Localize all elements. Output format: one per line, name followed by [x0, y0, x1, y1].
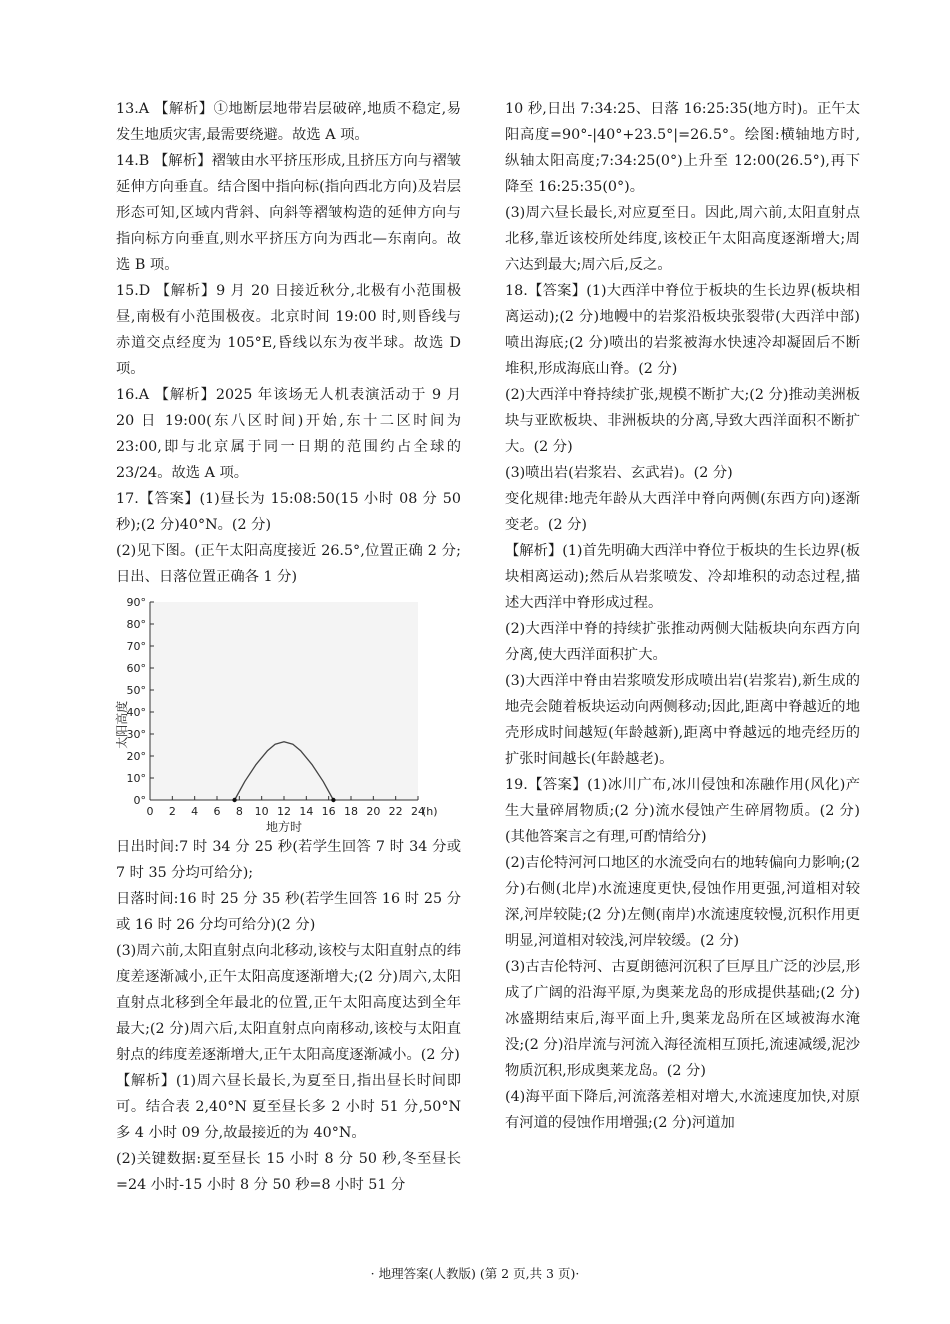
paragraph: 14.B 【解析】褶皱由水平挤压形成,且挤压方向与褶皱延伸方向垂直。结合图中指向标(指向西北方向)及岩层形态可知,区域内背斜、向斜等褶皱构造的延伸方向与指向标方向垂直,则水平挤压方向为西北—东南向。故选 B 项。 — [116, 153, 461, 273]
paragraph: 19.【答案】(1)冰川广布,冰川侵蚀和冻融作用(风化)产生大量碎屑物质;(2 分)流水侵蚀产生碎屑物质。(2 分)(其他答案言之有理,可酌情给分) — [505, 777, 860, 845]
page-footer: · 地理答案(人教版) (第 2 页,共 3 页)· — [370, 1266, 580, 1281]
paragraph: 18.【答案】(1)大西洋中脊位于板块的生长边界(板块相离运动);(2 分)地幔中的岩浆沿板块张裂带(大西洋中部)喷出海底;(2 分)喷出的岩浆被海水快速冷却凝固后不断堆积,形成海底山脊。(2 分) — [505, 283, 860, 377]
y-tick-label: 0° — [133, 794, 146, 807]
paragraph: 【解析】(1)周六昼长最长,为夏至日,指出昼长时间即可。结合表 2,40°N 夏至昼长多 2 小时 51 分,50°N 多 4 小时 09 分,故最接近的为 40°N。 — [116, 1073, 461, 1141]
y-tick-label: 10° — [126, 772, 146, 785]
sunrise-point — [232, 798, 236, 802]
x-tick-label: 8 — [235, 805, 243, 818]
y-tick-label: 20° — [126, 750, 146, 763]
y-tick-label: 50° — [126, 684, 146, 697]
x-tick-label: 20 — [366, 805, 381, 818]
left-paragraphs-bottom — [116, 834, 461, 1198]
paragraph: 变化规律:地壳年龄从大西洋中脊向两侧(东西方向)逐渐变老。(2 分) — [505, 491, 860, 533]
right-column — [505, 96, 860, 1136]
x-tick-label: 14 — [299, 805, 314, 818]
paragraph: (2)见下图。(正午太阳高度接近 26.5°,位置正确 2 分;日出、日落位置正确各 1 分) — [116, 543, 461, 585]
paragraph: 17.【答案】(1)昼长为 15:08:50(15 小时 08 分 50 秒);(2 分)40°N。(2 分) — [116, 491, 461, 533]
x-tick-label: 0 — [146, 805, 154, 818]
sun-altitude-chart — [116, 592, 436, 832]
x-unit-label: (h) — [422, 805, 438, 818]
right-paragraphs — [505, 96, 860, 1136]
x-tick-label: 6 — [213, 805, 221, 818]
paragraph: (4)海平面下降后,河流落差相对增大,水流速度加快,对原有河道的侵蚀作用增强;(2 分)河道加 — [505, 1089, 860, 1131]
x-tick-label: 18 — [344, 805, 358, 818]
paragraph: (3)古吉伦特河、古夏朗德河沉积了巨厚且广泛的沙层,形成了广阔的沿海平原,为奥莱龙岛的形成提供基础;(2 分)冰盛期结束后,海平面上升,奥莱龙岛所在区域被海水淹没;(2 分)沿岸流与河流入海径流相互顶托,流速减缓,泥沙物质沉积,形成奥莱龙岛。(2 分) — [505, 959, 860, 1079]
paragraph: (2)大西洋中脊的持续扩张推动两侧大陆板块向东西方向分离,使大西洋面积扩大。 — [505, 621, 860, 663]
paragraph: 10 秒,日出 7:34:25、日落 16:25:35(地方时)。正午太阳高度=90°-|40°+23.5°|=26.5°。绘图:横轴地方时,纵轴太阳高度;7:34:25(0°)上升至 12:00(26.5°),再下降至 16:25:35(0°)。 — [505, 101, 860, 195]
left-paragraphs-top — [116, 96, 461, 590]
x-tick-label: 12 — [277, 805, 291, 818]
paragraph: 日出时间:7 时 34 分 25 秒(若学生回答 7 时 34 分或 7 时 35 分均可给分); — [116, 839, 461, 881]
paragraph: 【解析】(1)首先明确大西洋中脊位于板块的生长边界(板块相离运动);然后从岩浆喷发、冷却堆积的动态过程,描述大西洋中脊形成过程。 — [505, 543, 860, 611]
x-tick-label: 10 — [254, 805, 269, 818]
paragraph: 日落时间:16 时 25 分 35 秒(若学生回答 16 时 25 分或 16 时 26 分均可给分)(2 分) — [116, 891, 461, 933]
x-tick-label: 24 — [411, 805, 425, 818]
paragraph: (2)吉伦特河河口地区的水流受向右的地转偏向力影响;(2 分)右侧(北岸)水流速度更快,侵蚀作用更强,河道相对较深,河岸较陡;(2 分)左侧(南岸)水流速度较慢,沉积作用更明显,河道相对较浅,河岸较缓。(2 分) — [505, 855, 860, 949]
sunset-point — [331, 798, 335, 802]
y-tick-label: 70° — [126, 640, 146, 653]
paragraph: 15.D 【解析】9 月 20 日接近秋分,北极有小范围极昼,南极有小范围极夜。北京时间 19:00 时,则昏线与赤道交点经度为 105°E,昏线以东为夜半球。故选 D 项。 — [116, 283, 461, 377]
paragraph: (3)喷出岩(岩浆岩、玄武岩)。(2 分) — [505, 465, 733, 481]
y-tick-label: 60° — [126, 662, 146, 675]
paragraph: (3)周六昼长最长,对应夏至日。因此,周六前,太阳直射点北移,靠近该校所处纬度,该校正午太阳高度逐渐增大;周六达到最大;周六后,反之。 — [505, 205, 860, 273]
y-axis-title: 太阳高度 — [115, 700, 129, 749]
x-axis-title: 地方时 — [265, 820, 303, 834]
x-tick-label: 4 — [191, 805, 199, 818]
y-tick-label: 80° — [126, 618, 146, 631]
paragraph: (2)关键数据:夏至昼长 15 小时 8 分 50 秒,冬至昼长=24 小时-15 小时 8 分 50 秒=8 小时 51 分 — [116, 1151, 461, 1193]
y-tick-label: 40° — [126, 706, 146, 719]
paragraph: 16.A 【解析】2025 年该场无人机表演活动于 9 月 20 日 19:00(东八区时间)开始,东十二区时间为 23:00,即与北京属于同一日期的范围约占全球的 23/24。故选 A 项。 — [116, 387, 461, 481]
paragraph: 13.A 【解析】①地断层地带岩层破碎,地质不稳定,易发生地质灾害,最需要绕避。故选 A 项。 — [116, 101, 461, 143]
paragraph: (3)大西洋中脊由岩浆喷发形成喷出岩(岩浆岩),新生成的地壳会随着板块运动向两侧移动;因此,距离中脊越近的地壳形成时间越短(年龄越新),距离中脊越远的地壳经历的扩张时间越长(年龄越老)。 — [505, 673, 860, 767]
chart-svg — [116, 592, 436, 832]
paragraph: (3)周六前,太阳直射点向北移动,该校与太阳直射点的纬度差逐渐减小,正午太阳高度逐渐增大;(2 分)周六,太阳直射点北移到全年最北的位置,正午太阳高度达到全年最大;(2 分)周六后,太阳直射点向南移动,该校与太阳直射点的纬度差逐渐增大,正午太阳高度逐渐减小。(2 分) — [116, 943, 461, 1063]
x-tick-label: 2 — [168, 805, 176, 818]
paragraph: (2)大西洋中脊持续扩张,规模不断扩大;(2 分)推动美洲板块与亚欧板块、非洲板块的分离,导致大西洋面积不断扩大。(2 分) — [505, 387, 860, 455]
y-tick-label: 90° — [126, 596, 146, 609]
left-column — [116, 96, 461, 1198]
x-tick-label: 22 — [388, 805, 403, 818]
y-tick-label: 30° — [126, 728, 146, 741]
plot-area — [150, 602, 418, 800]
x-tick-label: 16 — [321, 805, 336, 818]
